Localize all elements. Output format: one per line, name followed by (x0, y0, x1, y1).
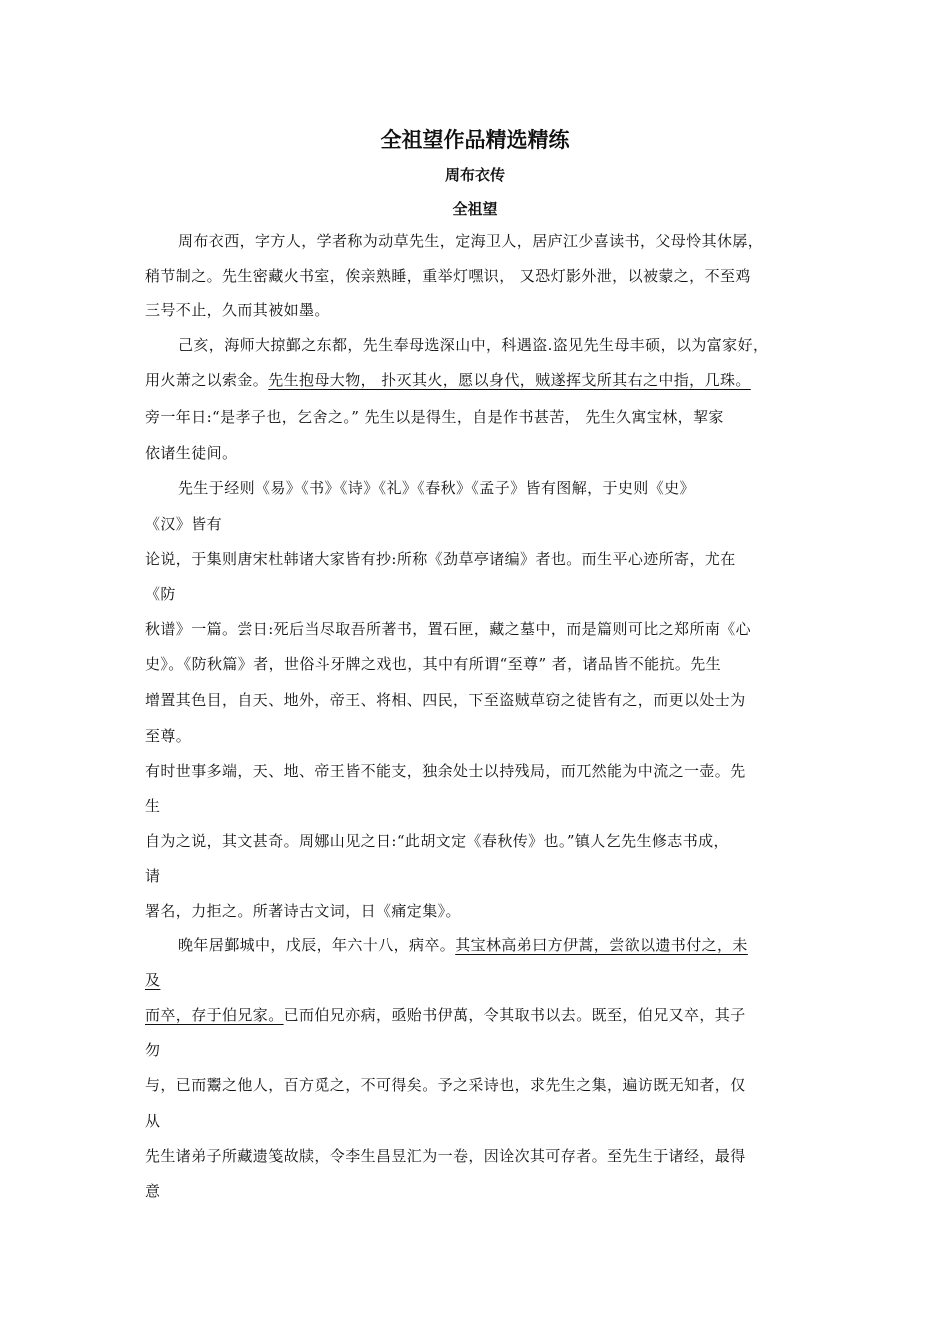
text-line: 三号不止，久而其被如墨。 (145, 301, 330, 319)
text-line: 署名，力拒之。所著诗古文词，日《痛定集》。 (145, 902, 461, 920)
text-line: 己亥，海师大掠鄞之东都，先生奉母选深山中，科遇盗.盗见先生母丰硕，以为富家好， (178, 336, 769, 354)
text-line: 自为之说，其文甚奇。周娜山见之日:“此胡文定《春秋传》也。”镇人乞先生修志书成， (145, 832, 729, 850)
text-line: 生 (145, 797, 161, 815)
text-line: 《汉》皆有 (145, 515, 223, 533)
text-line (145, 969, 160, 990)
text-line: 秋谱》一篇。尝日:死后当尽取吾所著书，置石匣，藏之墓中，而是篇则可比之郑所南《心 (145, 620, 752, 638)
text-line: 意 (145, 1182, 161, 1200)
text-line: 请 (145, 867, 161, 885)
underlined-text: 先生抱母大物， 扑灭其火，愿以身代，贼遂挥戈所其右之中指，几珠。 (268, 371, 751, 389)
text-line (145, 1004, 746, 1025)
text-line: 先生于经则《易》《书》《诗》《礼》《春秋》《孟子》皆有图解，于史则《史》 (178, 479, 695, 497)
article-title: 周布衣传 (444, 166, 505, 184)
text-line: 与，已而鬻之他人，百方觅之，不可得矣。予之采诗也，求先生之集，遍访既无知者，仅 (145, 1076, 746, 1094)
text-segment: 晚年居鄞城中，戊辰，年六十八，病卒。 (178, 936, 456, 954)
text-line: 至尊。 (145, 727, 192, 745)
document-title: 全祖望作品精选精练 (380, 128, 570, 152)
text-line (145, 369, 751, 390)
text-line: 史》。《防秋篇》者，世俗斗牙牌之戏也，其中有所谓“至尊” 者，诸品皆不能抗。先生 (145, 655, 722, 673)
text-segment: 已而伯兄亦病，亟贻书伊萬，令其取书以去。既至，伯兄又卒，其子 (283, 1006, 746, 1024)
text-line: 周布衣西，字方人，学者称为动草先生，定海卫人，居庐江少喜读书，父母怜其休孱， (178, 232, 764, 250)
text-line: 《防 (145, 585, 176, 603)
underlined-text: 及 (145, 971, 161, 989)
text-segment: 用火萧之以索金。 (145, 371, 269, 389)
underlined-text: 而卒，存于伯兄家。 (145, 1006, 284, 1024)
text-line: 勿 (145, 1041, 161, 1059)
text-line: 稍节制之。先生密藏火书室，俟亲熟睡，重举灯嘿识， 又恐灯影外泄，以被蒙之，不至鸡 (145, 267, 751, 285)
text-line: 从 (145, 1112, 161, 1130)
text-line: 旁一年日:“是孝子也，乞舍之。” 先生以是得生，自是作书甚苦， 先生久寓宝林，挈家 (145, 408, 724, 426)
underlined-text: 其宝林高弟曰方伊蒿，尝欲以遗书付之，未 (455, 936, 748, 954)
author-name: 全祖望 (452, 200, 498, 218)
text-line: 依诸生徒间。 (145, 444, 238, 462)
text-line (178, 934, 748, 955)
text-line: 有时世事多端，天、地、帝王皆不能支，独余处士以持残局，而兀然能为中流之一壶。先 (145, 762, 746, 780)
text-line: 论说，于集则唐宋杜韩诸大家皆有抄:所称《劲草亭诸编》者也。而生平心迹所寄，尤在 (145, 550, 736, 568)
text-line: 先生诸弟子所藏遗笺故牍，令李生昌昱汇为一卷，因诠次其可存者。至先生于诸经，最得 (145, 1147, 746, 1165)
text-line: 增置其色目，自天、地外，帝王、将相、四民，下至盗贼草窃之徒皆有之，而更以处士为 (145, 691, 746, 709)
